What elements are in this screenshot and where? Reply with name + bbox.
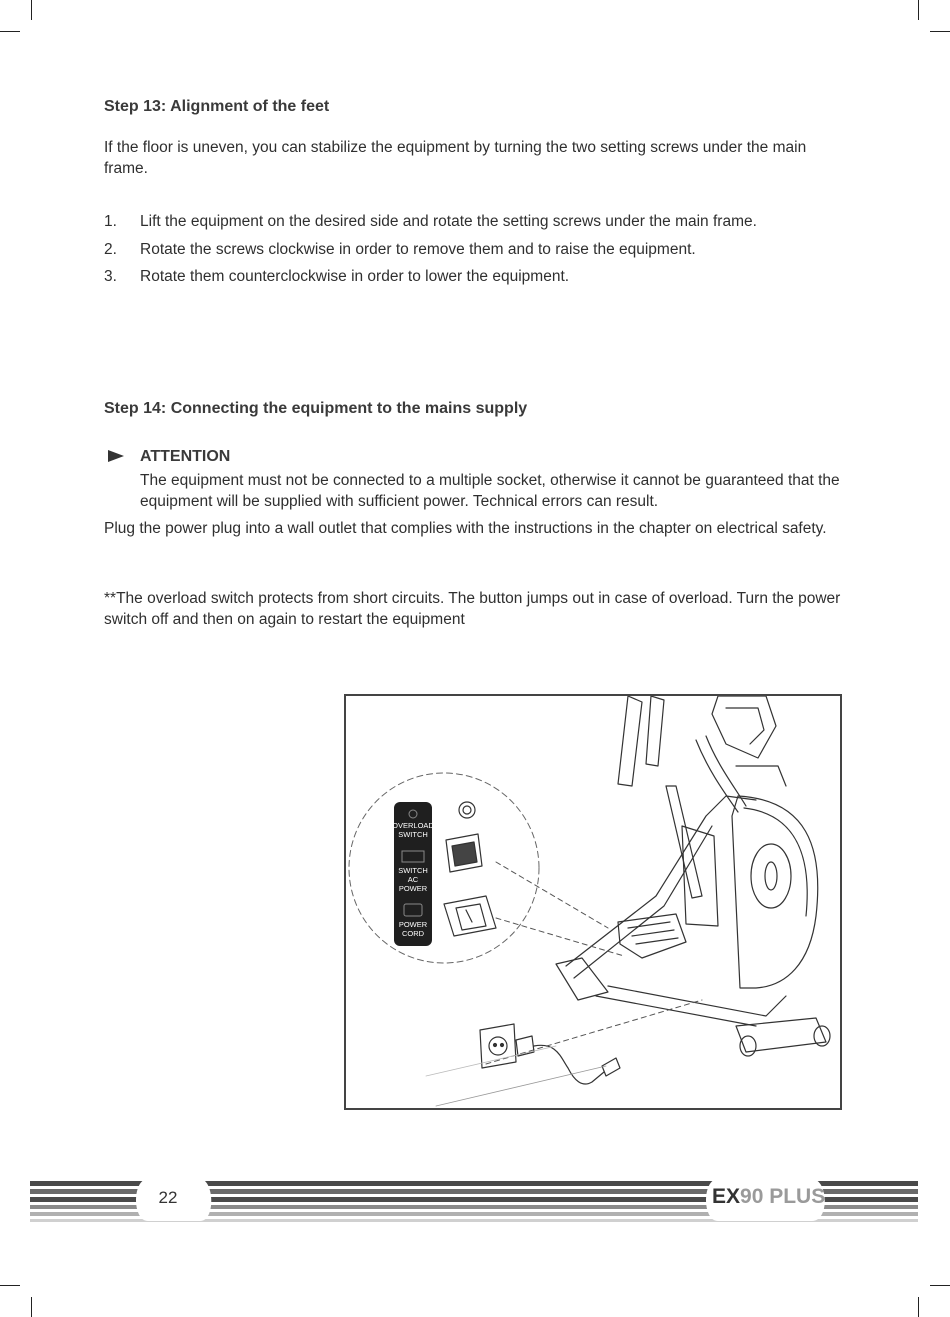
step13-prefix: Step 13: (104, 98, 167, 115)
panel-label-switch-2: AC (407, 875, 419, 884)
step14-prefix: Step 14: (104, 400, 167, 417)
step13-title: Alignment of the feet (170, 98, 330, 115)
pedal (618, 914, 686, 958)
step14-title: Connecting the equipment to the mains supply (170, 400, 528, 417)
front-foot (556, 958, 608, 1000)
crop-mark (918, 1297, 919, 1317)
list-item (104, 211, 849, 239)
list-number: 2. (104, 240, 117, 258)
plug-instruction: Plug the power plug into a wall outlet that complies with the instructions in the chapter on electrical safety. (104, 520, 827, 537)
crop-mark (31, 0, 32, 20)
crop-mark (0, 1285, 20, 1286)
step13-heading (104, 98, 329, 116)
list-item (104, 266, 849, 294)
page-number: 22 (158, 1188, 178, 1207)
overload-note: **The overload switch protects from short circuits. The button jumps out in case of overload. Turn the power switch off and then on again to restart the equipment (104, 590, 841, 628)
power-cord (534, 1045, 604, 1084)
step14-heading (104, 400, 527, 418)
brand-model: 90 PLUS (740, 1185, 826, 1208)
crop-mark (930, 31, 950, 32)
left-handle-arm (618, 696, 642, 786)
attention-arrow-icon (108, 450, 124, 462)
wall-socket (480, 1024, 516, 1068)
console-drawing (712, 696, 776, 758)
panel-label-switch-1: SWITCH (398, 866, 428, 875)
crop-mark (918, 0, 919, 20)
brand-ex: EX (712, 1185, 741, 1208)
list-number: 3. (104, 268, 117, 285)
crop-mark (0, 31, 20, 32)
list-text: Rotate them counterclockwise in order to lower the equipment. (140, 268, 570, 285)
zoom-circle (349, 773, 539, 963)
panel-label-overload-2: SWITCH (398, 830, 428, 839)
list-item (104, 239, 849, 267)
rear-stabilizer (736, 1018, 826, 1052)
attention-title: ATTENTION (140, 448, 231, 465)
elliptical-trainer-drawing (346, 696, 842, 1110)
flywheel-housing (732, 796, 818, 988)
panel-label-cord-2: CORD (401, 929, 425, 938)
panel-label-cord-1: POWER (398, 920, 428, 929)
crop-mark (930, 1285, 950, 1286)
attention-text: The equipment must not be connected to a multiple socket, otherwise it cannot be guaranteed that the equipment will be supplied with sufficient power. Technical errors can result. (140, 472, 840, 510)
list-text: Rotate the screws clockwise in order to remove them and to raise the equipment. (140, 240, 696, 258)
step13-intro: If the floor is uneven, you can stabilize the equipment by turning the two setting screws under the main frame. (104, 139, 807, 177)
list-text: Lift the equipment on the desired side and rotate the setting screws under the main frame. (140, 213, 757, 230)
connection-illustration (344, 694, 842, 1110)
panel-label-overload-1: OVERLOAD (392, 821, 434, 830)
list-number: 1. (104, 213, 117, 230)
panel-label-switch-3: POWER (398, 884, 428, 893)
right-handle-arm (646, 696, 664, 766)
brand-logo (712, 1185, 825, 1209)
step13-list (104, 211, 849, 294)
crop-mark (31, 1297, 32, 1317)
